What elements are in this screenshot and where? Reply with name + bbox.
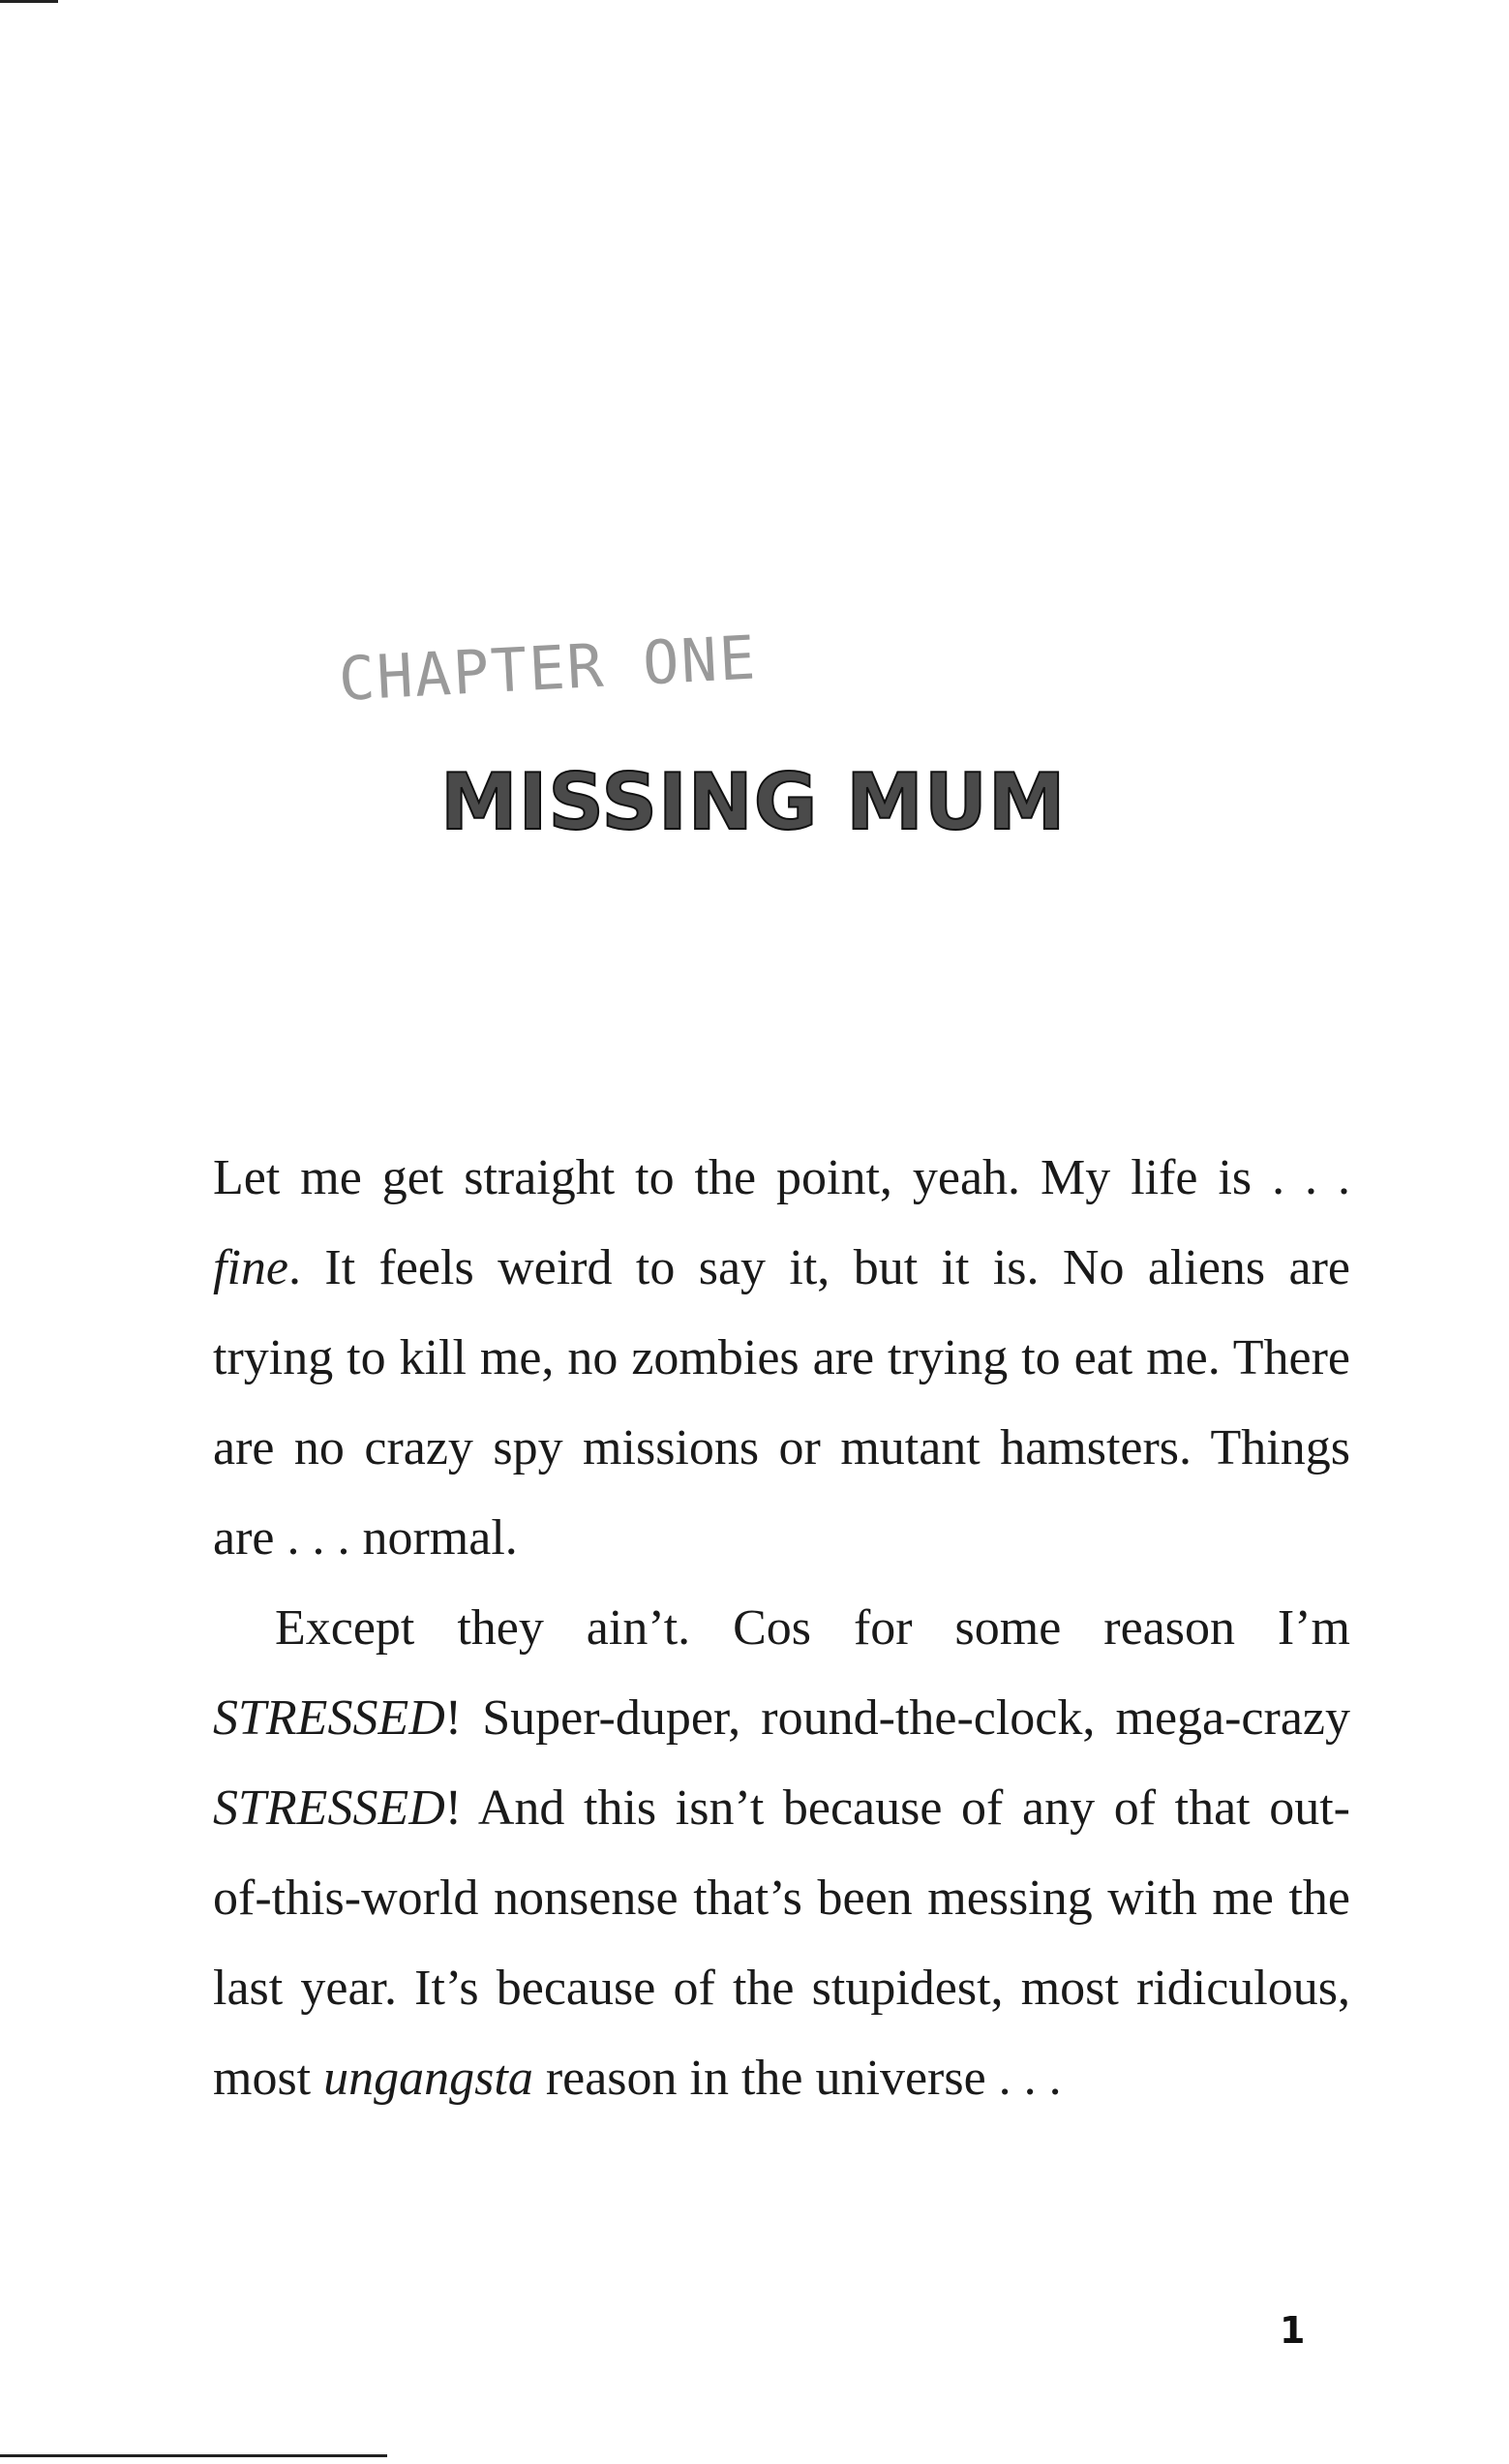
text-segment-italic: STRESSED bbox=[213, 1690, 445, 1746]
text-segment: Except they ain’t. Cos for some reason I’m bbox=[275, 1600, 1350, 1656]
paragraph-1 bbox=[213, 1133, 1350, 1583]
text-segment: ! And this isn’t because of any of that out-of-this-world nonsense that’s been messing with me the last year. It’s because of the stupidest, most ridiculous, most bbox=[213, 1780, 1350, 2106]
chapter-title: MISSING MUM bbox=[440, 757, 1067, 847]
text-segment-italic: fine bbox=[213, 1240, 288, 1295]
body-text bbox=[213, 1133, 1350, 2123]
text-segment: . It feels weird to say it, but it is. No aliens are trying to kill me, no zombies are trying to eat me. There are no crazy spy missions or mutant hamsters. Things are . . . normal. bbox=[213, 1240, 1350, 1566]
text-segment-italic: STRESSED bbox=[213, 1780, 445, 1836]
page-number: 1 bbox=[1280, 2309, 1306, 2352]
paragraph-2 bbox=[213, 1583, 1350, 2123]
scan-edge-bottom bbox=[0, 2454, 387, 2457]
text-segment-italic: ungangsta bbox=[323, 2051, 533, 2106]
text-segment: ! Super-duper, round-the-clock, mega-crazy bbox=[444, 1690, 1350, 1746]
text-segment: reason in the universe . . . bbox=[532, 2051, 1062, 2106]
text-segment: Let me get straight to the point, yeah. My life is . . . bbox=[213, 1150, 1350, 1205]
scan-edge-top bbox=[0, 0, 58, 3]
chapter-label: CHAPTER ONE bbox=[337, 622, 759, 715]
